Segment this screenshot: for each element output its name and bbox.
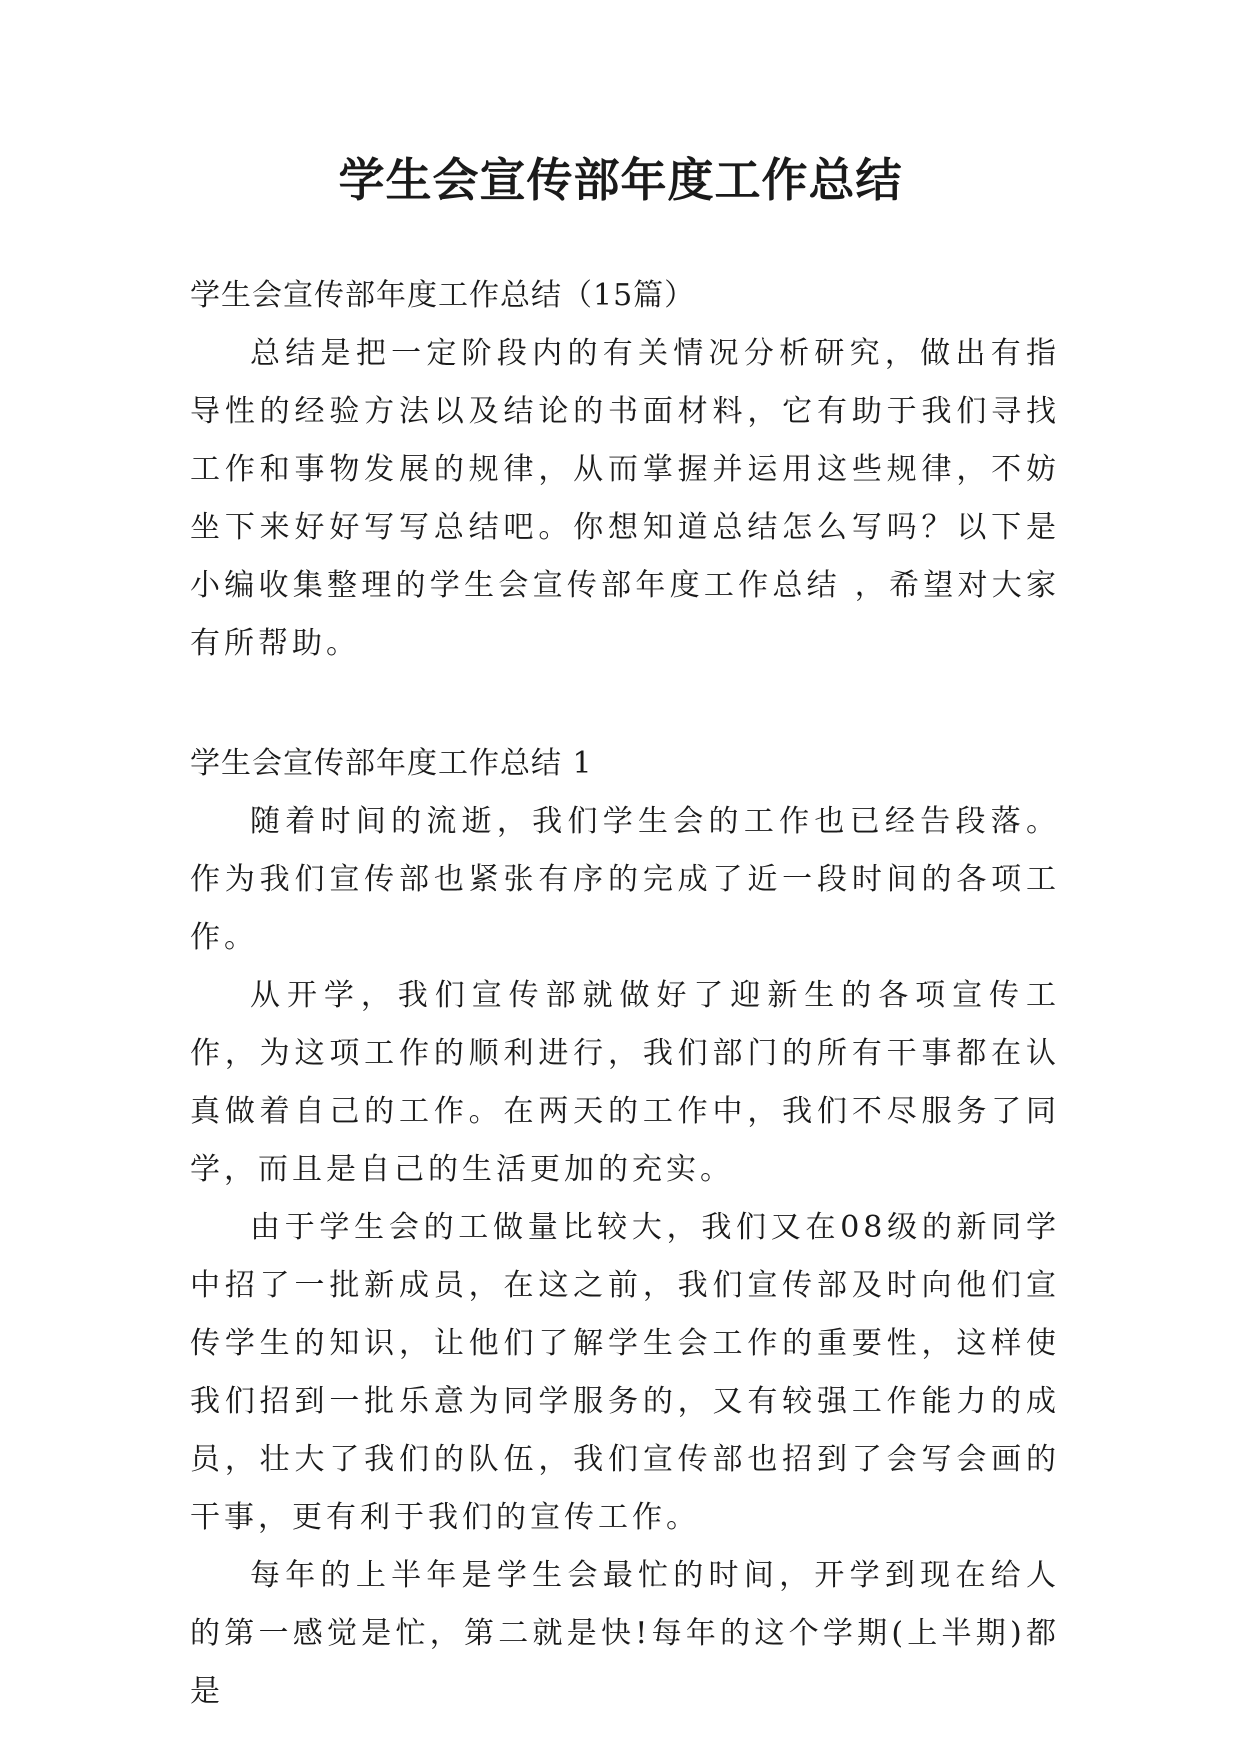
document-title: 学生会宣传部年度工作总结 [338, 153, 903, 207]
section-spacer [190, 673, 1060, 735]
document-body [190, 267, 1060, 1721]
body-paragraph: 由于学生会的工做量比较大，我们又在08级的新同学中招了一批新成员，在这之前，我们宣传部及时向他们宣传学生的知识，让他们了解学生会工作的重要性，这样使我们招到一批乐意为同学服务的，又有较强工作能力的成员，壮大了我们的队伍，我们宣传部也招到了会写会画的干事，更有利于我们的宣传工作。 [190, 1210, 1060, 1535]
intro-paragraph: 总结是把一定阶段内的有关情况分析研究，做出有指导性的经验方法以及结论的书面材料，它有助于我们寻找工作和事物发展的规律，从而掌握并运用这些规律，不妨坐下来好好写写总结吧。你想知道总结怎么写吗？以下是小编收集整理的学生会宣传部年度工作总结 ，希望对大家有所帮助。 [190, 336, 1060, 661]
section-heading: 学生会宣传部年度工作总结 1 [190, 746, 593, 781]
body-paragraph: 从开学，我们宣传部就做好了迎新生的各项宣传工作，为这项工作的顺利进行，我们部门的所有干事都在认真做着自己的工作。在两天的工作中，我们不尽服务了同学，而且是自己的生活更加的充实。 [190, 978, 1060, 1187]
body-paragraph: 随着时间的流逝，我们学生会的工作也已经告段落。作为我们宣传部也紧张有序的完成了近一段时间的各项工作。 [190, 804, 1060, 955]
body-paragraph: 每年的上半年是学生会最忙的时间，开学到现在给人的第一感觉是忙，第二就是快!每年的这个学期(上半期)都是 [190, 1558, 1060, 1709]
document-subtitle: 学生会宣传部年度工作总结（15篇） [190, 278, 696, 313]
